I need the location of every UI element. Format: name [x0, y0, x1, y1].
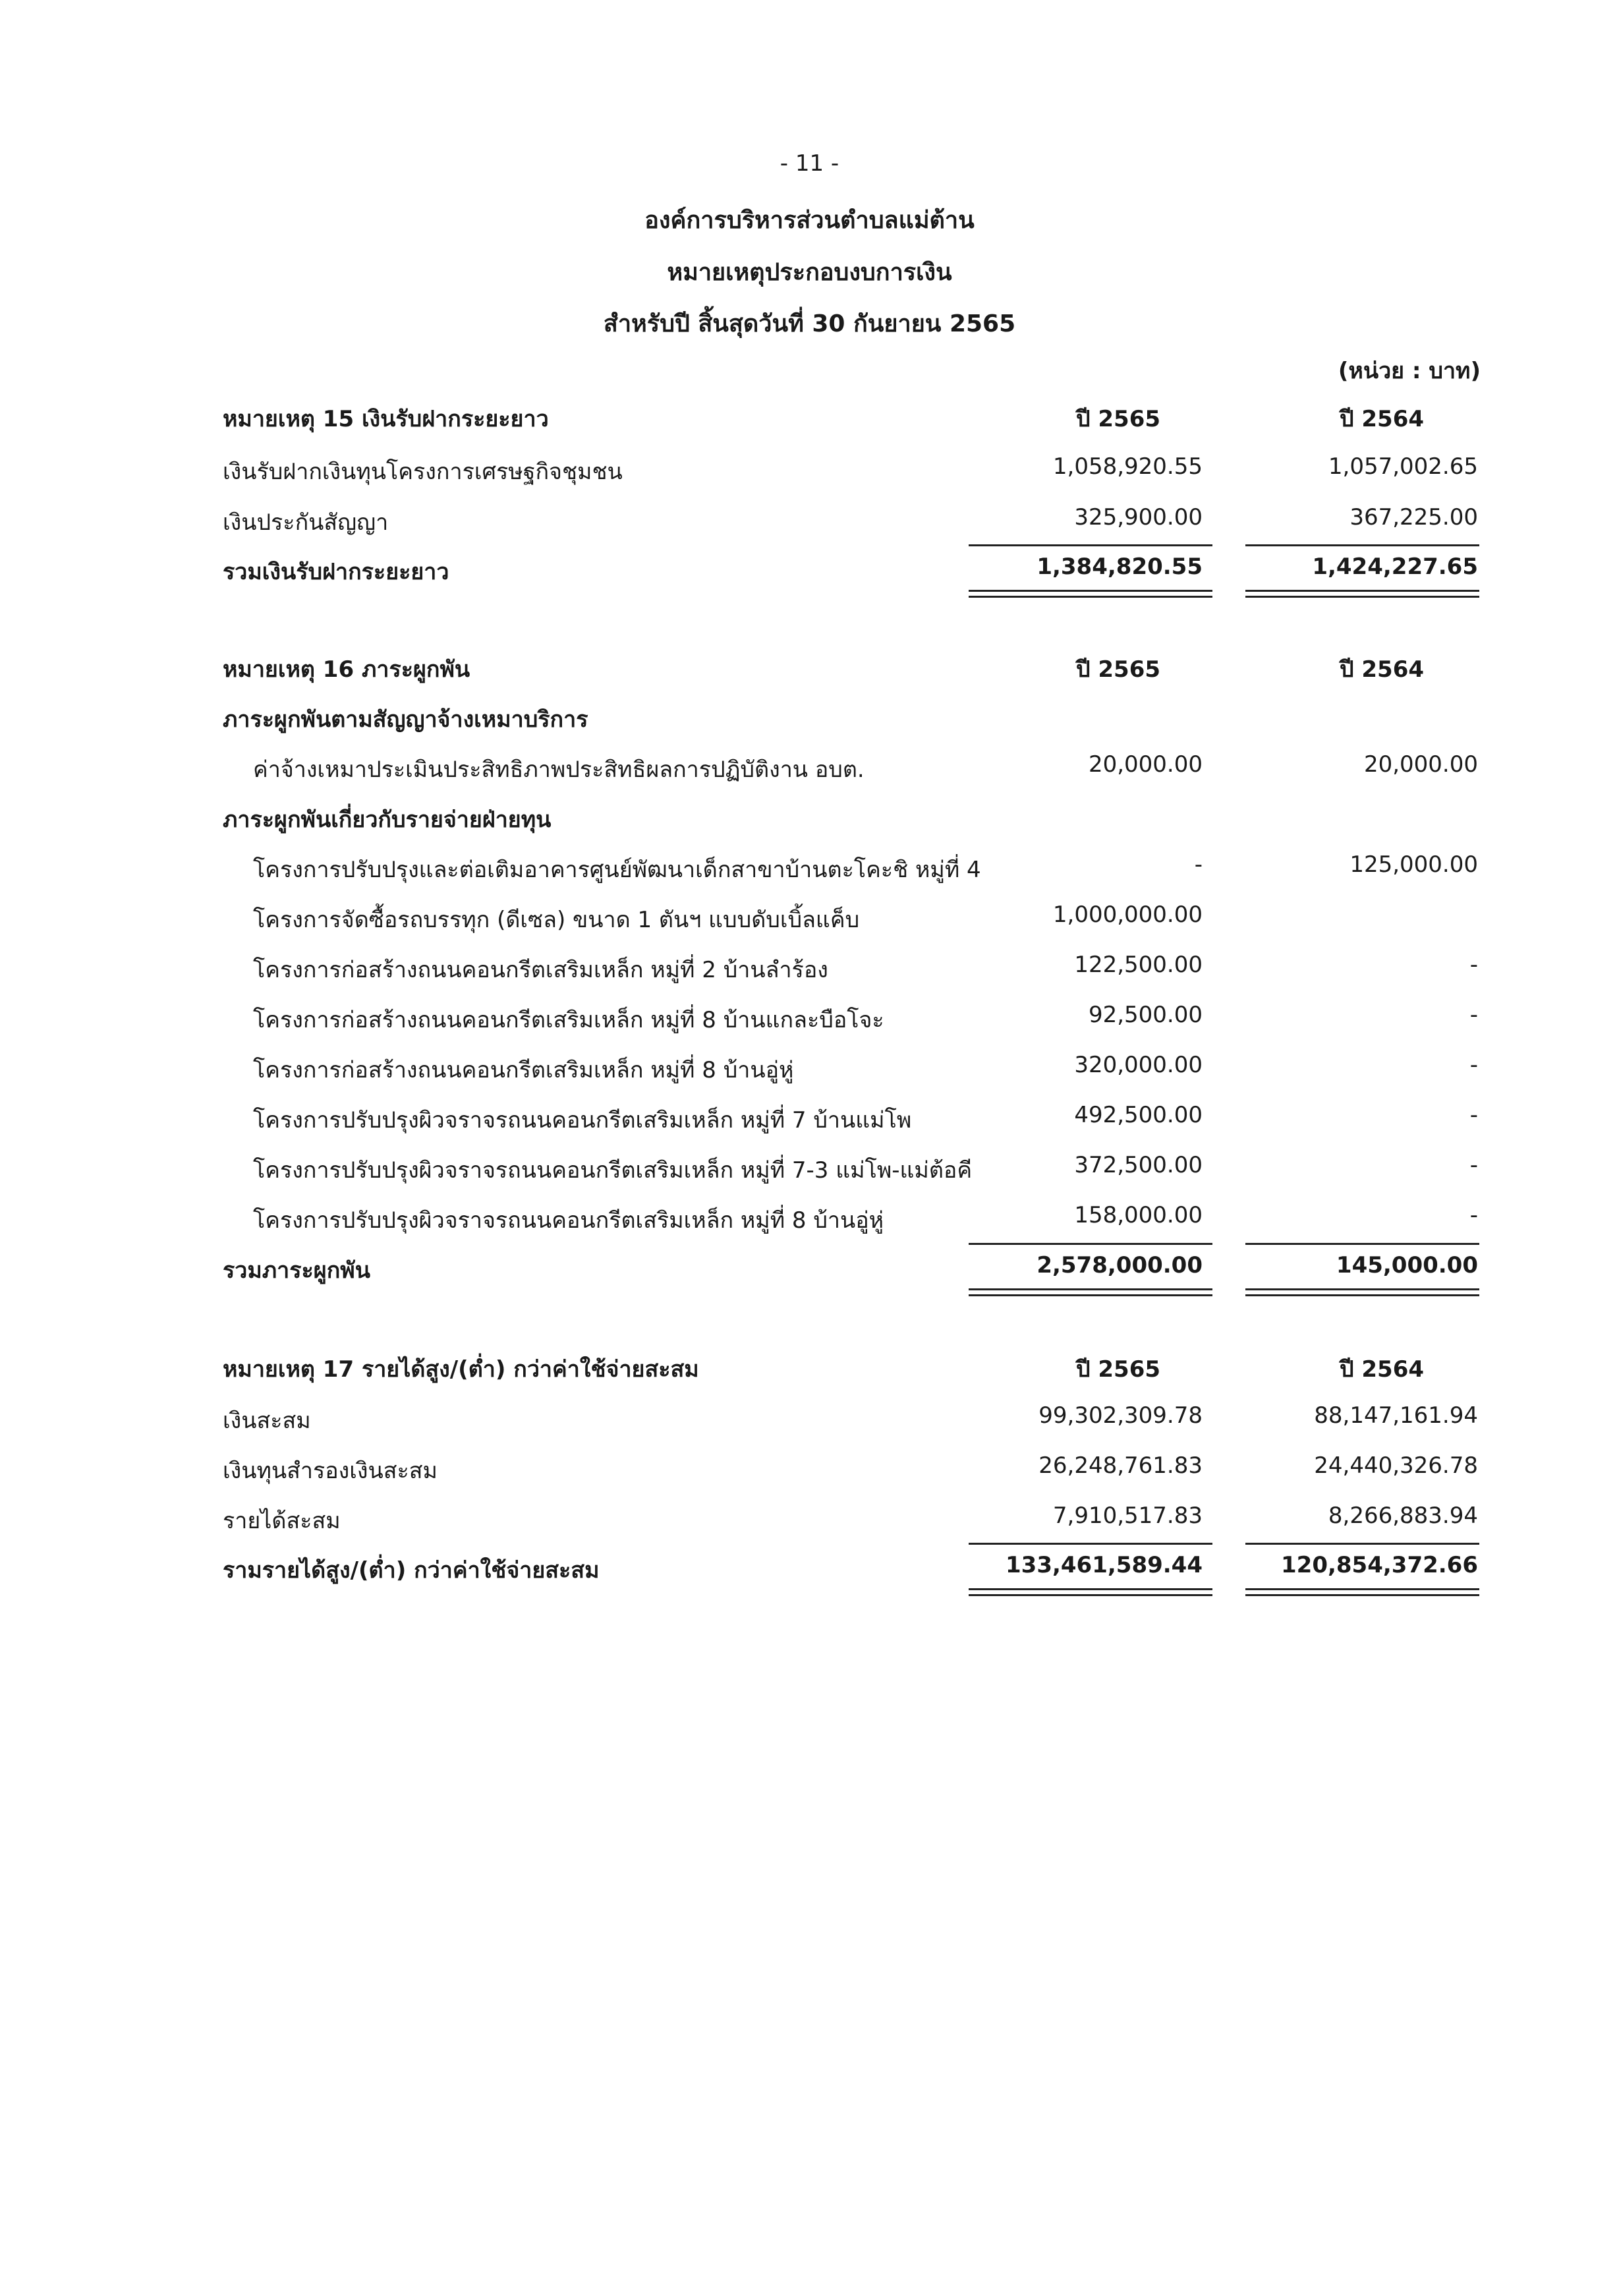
value-2565: -	[1194, 851, 1203, 878]
note15-col-2564: ปี 2564	[1339, 406, 1425, 432]
note15-total-row	[0, 554, 1619, 593]
note15-title: หมายเหตุ 15 เงินรับฝากระยะยาว	[223, 406, 549, 432]
value-2564: -	[1469, 1152, 1478, 1178]
row-label: โครงการก่อสร้างถนนคอนกรีตเสริมเหล็ก หมู่ที่ 2 บ้านลำร้อง	[253, 957, 828, 983]
value-2564: -	[1469, 1052, 1478, 1078]
total-2564: 120,854,372.66	[1281, 1552, 1478, 1578]
note17-col-2564: ปี 2564	[1339, 1356, 1425, 1383]
subtotal-rule	[969, 1543, 1212, 1545]
note17-total-row	[0, 1552, 1619, 1592]
document-title: หมายเหตุประกอบงบการเงิน	[667, 259, 952, 286]
note16-group-heading	[0, 801, 1619, 841]
row-label: โครงการก่อสร้างถนนคอนกรีตเสริมเหล็ก หมู่ที่ 8 บ้านแกละบือโจะ	[253, 1007, 884, 1033]
value-2565: 325,900.00	[1074, 504, 1203, 531]
value-2564: -	[1469, 1102, 1478, 1128]
value-2565: 1,000,000.00	[1052, 902, 1203, 928]
value-2564: -	[1469, 1002, 1478, 1028]
page-number: - 11 -	[780, 150, 839, 177]
row-label: เงินทุนสำรองเงินสะสม	[223, 1458, 438, 1484]
total-label: รวมเงินรับฝากระยะยาว	[223, 559, 449, 585]
value-2564: 125,000.00	[1349, 851, 1478, 878]
subtotal-rule	[1245, 1543, 1479, 1545]
total-double-rule	[1245, 1288, 1479, 1296]
table-row	[0, 751, 1619, 791]
table-row	[0, 504, 1619, 544]
value-2565: 158,000.00	[1074, 1202, 1203, 1228]
row-label: โครงการปรับปรุงผิวจราจรถนนคอนกรีตเสริมเหล็ก หมู่ที่ 8 บ้านอู่หู่	[253, 1207, 884, 1234]
value-2565: 99,302,309.78	[1038, 1402, 1203, 1429]
value-2564: -	[1469, 952, 1478, 978]
reporting-period: สำหรับปี สิ้นสุดวันที่ 30 กันยายน 2565	[603, 310, 1016, 337]
total-double-rule	[969, 1288, 1212, 1296]
organization-name: องค์การบริหารส่วนตำบลแม่ต้าน	[644, 207, 975, 234]
subtotal-rule	[969, 544, 1212, 546]
subtotal-rule	[1245, 544, 1479, 546]
value-2564: 1,057,002.65	[1328, 453, 1478, 480]
total-2564: 1,424,227.65	[1312, 554, 1478, 580]
note16-header	[0, 651, 1619, 691]
note17-title: หมายเหตุ 17 รายได้สูง/(ต่ำ) กว่าค่าใช้จ่ายสะสม	[223, 1356, 699, 1383]
table-row	[0, 1503, 1619, 1542]
table-row	[0, 1152, 1619, 1191]
value-2565: 20,000.00	[1088, 751, 1203, 778]
total-2565: 1,384,820.55	[1037, 554, 1203, 580]
value-2565: 320,000.00	[1074, 1052, 1203, 1078]
total-double-rule	[1245, 1588, 1479, 1596]
value-2565: 26,248,761.83	[1038, 1452, 1203, 1479]
table-row	[0, 1052, 1619, 1091]
total-2565: 2,578,000.00	[1037, 1252, 1203, 1278]
total-double-rule	[969, 1588, 1212, 1596]
total-label: รามรายได้สูง/(ต่ำ) กว่าค่าใช้จ่ายสะสม	[223, 1557, 600, 1584]
value-2565: 122,500.00	[1074, 952, 1203, 978]
row-label: เงินประกันสัญญา	[223, 509, 389, 536]
table-row	[0, 952, 1619, 991]
value-2565: 92,500.00	[1088, 1002, 1203, 1028]
row-label: โครงการปรับปรุงผิวจราจรถนนคอนกรีตเสริมเหล็ก หมู่ที่ 7-3 แม่โพ-แม่ต้อคี	[253, 1157, 973, 1184]
row-label: เงินสะสม	[223, 1408, 311, 1434]
value-2564: -	[1469, 1202, 1478, 1228]
table-row	[0, 1452, 1619, 1492]
total-label: รวมภาระผูกพัน	[223, 1257, 370, 1284]
table-row	[0, 1402, 1619, 1442]
table-row	[0, 851, 1619, 891]
group-label: ภาระผูกพันเกี่ยวกับรายจ่ายฝ่ายทุน	[223, 807, 552, 833]
table-row	[0, 453, 1619, 493]
note17-header	[0, 1351, 1619, 1391]
total-2564: 145,000.00	[1336, 1252, 1478, 1278]
table-row	[0, 1002, 1619, 1041]
value-2565: 1,058,920.55	[1052, 453, 1203, 480]
value-2565: 372,500.00	[1074, 1152, 1203, 1178]
total-2565: 133,461,589.44	[1006, 1552, 1203, 1578]
table-row	[0, 902, 1619, 941]
row-label: รายได้สะสม	[223, 1508, 341, 1534]
note16-col-2565: ปี 2565	[1075, 656, 1161, 683]
row-label: ค่าจ้างเหมาประเมินประสิทธิภาพประสิทธิผลการปฏิบัติงาน อบต.	[253, 757, 865, 783]
note16-group-heading	[0, 701, 1619, 741]
note15-header	[0, 401, 1619, 440]
group-label: ภาระผูกพันตามสัญญาจ้างเหมาบริการ	[223, 706, 588, 733]
value-2565: 492,500.00	[1074, 1102, 1203, 1128]
row-label: เงินรับฝากเงินทุนโครงการเศรษฐกิจชุมชน	[223, 459, 623, 485]
note16-title: หมายเหตุ 16 ภาระผูกพัน	[223, 656, 470, 683]
subtotal-rule	[1245, 1243, 1479, 1245]
row-label: โครงการปรับปรุงและต่อเติมอาคารศูนย์พัฒนาเด็กสาขาบ้านตะโคะชิ หมู่ที่ 4	[253, 857, 981, 883]
note16-total-row	[0, 1252, 1619, 1292]
note17-col-2565: ปี 2565	[1075, 1356, 1161, 1383]
value-2564: 20,000.00	[1363, 751, 1478, 778]
value-2564: 24,440,326.78	[1314, 1452, 1478, 1479]
value-2564: 367,225.00	[1349, 504, 1478, 531]
total-double-rule	[969, 590, 1212, 598]
subtotal-rule	[969, 1243, 1212, 1245]
row-label: โครงการปรับปรุงผิวจราจรถนนคอนกรีตเสริมเหล็ก หมู่ที่ 7 บ้านแม่โพ	[253, 1107, 912, 1134]
table-row	[0, 1102, 1619, 1141]
table-row	[0, 1202, 1619, 1242]
unit-label: (หน่วย : บาท)	[1338, 358, 1481, 384]
row-label: โครงการจัดซื้อรถบรรทุก (ดีเซล) ขนาด 1 ตันฯ แบบดับเบิ้ลแค็บ	[253, 907, 860, 933]
value-2564: 88,147,161.94	[1314, 1402, 1478, 1429]
note16-col-2564: ปี 2564	[1339, 656, 1425, 683]
row-label: โครงการก่อสร้างถนนคอนกรีตเสริมเหล็ก หมู่ที่ 8 บ้านอู่หู่	[253, 1057, 794, 1083]
value-2564: 8,266,883.94	[1328, 1503, 1478, 1529]
value-2565: 7,910,517.83	[1052, 1503, 1203, 1529]
note15-col-2565: ปี 2565	[1075, 406, 1161, 432]
total-double-rule	[1245, 590, 1479, 598]
